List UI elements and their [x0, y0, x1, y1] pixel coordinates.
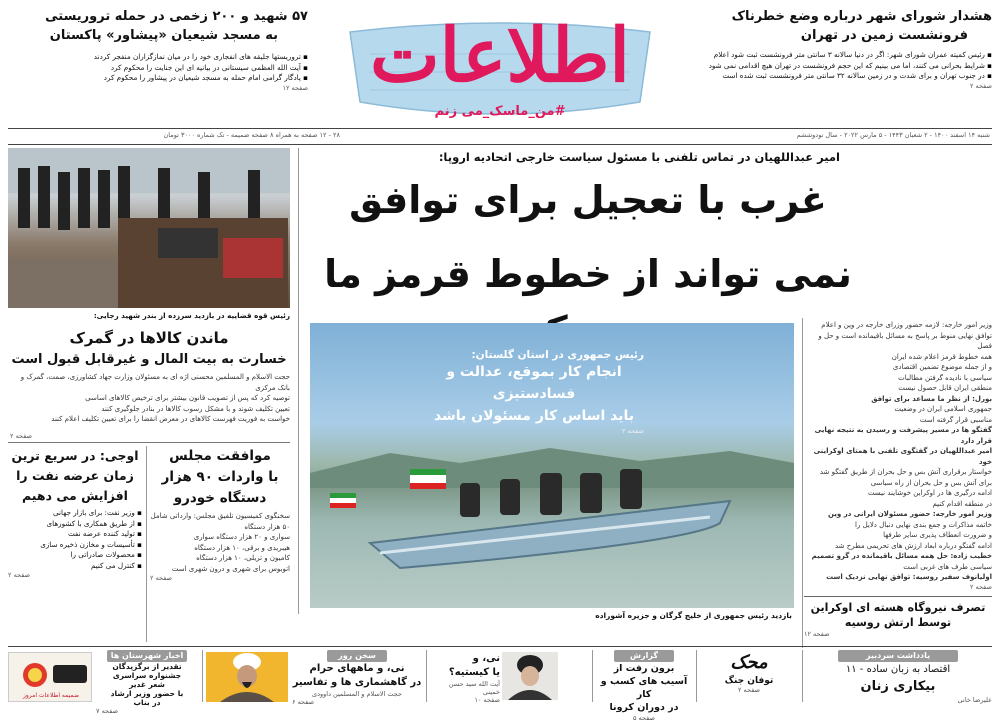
person-icon — [502, 652, 558, 700]
editor-note: یادداشت سردبیر اقتصاد به زبان ساده - ۱۱ بیکاری زنان علیرضا خانی — [804, 650, 992, 704]
photo-kicker: رئیس جمهوری در استان گلستان: — [471, 349, 644, 361]
headline: اوجی: در سریع ترین — [11, 448, 139, 463]
oil-story: اوجی: در سریع ترین زمان عرضه نفت را افزایش می دهیم ▪ وزیر نفت: برای بازار جهانی ▪ از طریق همکاری با کشورهای ▪ تولید کننده عرضه نفت ▪ تأسیسات و مخازن ذخیره سازی ▪ محصولات صادراتی را ▪ کنترل می کنیم صفحه ۲ — [8, 446, 142, 579]
warehouse-photo-icon — [8, 148, 290, 308]
headline: زمان عرضه نفت را — [16, 468, 134, 483]
cleric-portrait — [206, 652, 288, 702]
mohak-logo: محک — [730, 652, 768, 673]
headline: موافقت مجلس — [169, 448, 271, 464]
page-ref: صفحه ۲ — [621, 427, 644, 435]
page-ref: صفحه ۲ — [969, 582, 992, 591]
photo-headline: باید اساس کار مسئولان باشد — [433, 408, 635, 424]
top-left-story — [8, 8, 308, 92]
ukraine-box: تصرف نیروگاه هسته ای اوکراین توسط ارتش روسیه صفحه ۱۲ — [804, 596, 992, 640]
section-tag: یادداشت سردبیر — [838, 650, 958, 662]
left-photo-caption: رئیس قوه قضاییه در بازدید سرزده از بندر شهید رجایی: — [93, 311, 290, 320]
daily-word-box: سخن روز نی، و ماههای حرام در گاهشماری ها و تفاسیر حجت الاسلام و المسلمین داوودی صفحه ۶ — [292, 651, 422, 706]
left-photo — [8, 148, 290, 308]
report-box: گزارش برون رفت از آسیب های کسب و کار در دوران کرونا صفحه ۵ — [600, 651, 688, 722]
headline: ۵۷ شهید و ۲۰۰ زخمی در حمله تروریستی — [45, 9, 308, 24]
person-icon — [206, 652, 288, 702]
logo-text: اطلاعات — [370, 13, 630, 99]
supplement-promo: ضمیمه اطلاعات امروز — [8, 652, 92, 702]
bullet-item: ▪ رئیس کمیته عمران شورای شهر: اگر در دنیا سالانه ۳ سانتی متر فرونشست ثبت شود اعلام — [692, 50, 992, 61]
bullet-item: ▪ آیت الله العظمی سیستانی در بیانیه ای این جنایت را محکوم کرد — [8, 63, 308, 74]
mohak-box: محک توفان جنگ صفحه ۲ — [700, 650, 798, 694]
headline: خسارت به بیت المال و غیرقابل قبول است — [11, 352, 287, 367]
page-ref: صفحه ۲ — [969, 81, 992, 90]
author-portrait — [502, 652, 558, 700]
main-photo — [310, 323, 794, 608]
main-kicker: امیر عبداللهیان در تماس تلفنی با مسئول سیاست خارجی اتحادیه اروپا: — [438, 150, 840, 164]
hashtag: #من_ماسک_می زنم — [434, 104, 566, 119]
cars-story: موافقت مجلس با واردات ۹۰ هزار دستگاه خودرو سخنگوی کمیسیون تلفیق مجلس: وارداتی شامل ۵۰ هزار دستگاه سواری و ۲۰ هزار دستگاه سواری هیبریدی و برقی، ۱۰ هزار دستگاه کامیون و تریلی، ۱۰ هزار دستگاه اتوبوس برای شهری و درون شهری است صفحه ۲ — [150, 448, 290, 582]
issue-info: ۲۸ - ۱۲ صفحه به همراه ۸ صفحه ضمیمه - تک شماره ۳۰۰۰ تومان — [163, 131, 340, 139]
headline: دستگاه خودرو — [173, 490, 267, 506]
bullet-item: ▪ شرایط بحرانی می کنند، اما می بینیم که این حجم فرونشست در تهران هیچ اقدامی نمی شود — [692, 61, 992, 72]
provinces-box: اخبار شهرستان ها تقدیر از برگزیدگان جشنواره سراسری شعر غدیر با حضور وزیر ارشاد در بناب صفحه ۷ — [96, 650, 198, 715]
section-tag: سخن روز — [327, 650, 387, 662]
dateline: شنبه ۱۴ اسفند ۱۴۰۰ - ۲ شعبان ۱۴۴۳ - ۵ مارس ۲۰۲۲ - سال نودوششم — [796, 131, 990, 139]
headline: افزایش می دهیم — [22, 488, 128, 503]
top-right-story — [692, 8, 992, 90]
section-tag: اخبار شهرستان ها — [107, 650, 187, 662]
headline: فرونشست زمین در تهران — [800, 28, 968, 43]
main-body: وزیر امور خارجه: لازمه حضور وزرای خارجه در وین و اعلام توافق نهایی منوط بر پاسخ به مسائل باقیمانده است و حل و فصل همه خطوط قرمز اعلام شده ایران و از جمله موضوع تضمین اقتصادی سیاسی با نادیده گرفتن مطالبات منطقی ایران قابل حصول نیست بورل: از نظر ما مساعد برای توافق جمهوری اسلامی ایران در وضعیت مناسبی قرار گرفته است گفتگو ها در مسیر پیشرفت و رسیدن به نتیجه نهایی قرار دارد امیر عبداللهیان در گفتگوی تلفنی با همتای اوکراینی خود خواستار برقراری آتش بس و حل بحران از طریق گفتگو شد برای آتش بس و حل بحران از راه سیاسی ادامه درگیری ها در اوکراین خوشایند نیست در منطقه اقدام کنیم وزیر امور خارجه: حضور مسئولان ایرانی در وین خاتمه مذاکرات و جمع بندی نهایی دنبال دلایل را و ضرورت انعطاف پذیری سایر طرفها ادامه گفتگو درباره ابعاد ارزش های تحریمی مطرح شد خطیب زاده: حل همه مسائل باقیمانده در گرو تصمیم سیاسی طرف های غربی است اولیانوف سفیر روسیه: توافق نهایی نزدیک است صفحه ۲ — [804, 320, 992, 591]
nay-box: نی، و یا کیستیه؟ آیت الله سید حسن خمینی صفحه ۱۰ — [448, 653, 500, 704]
main-headline: نمی تواند از خطوط قرمز ما — [324, 252, 852, 296]
headline: به مسجد شیعیان «پیشاور» پاکستان — [49, 28, 278, 43]
bullet-item: ▪ در جنوب تهران و برای شدت و در زمین سالانه ۳۲ سانتی متر فرونشست ثبت شده است — [692, 71, 992, 82]
photo-caption: بازدید رئیس جمهوری از خلیج گرگان و جزیره آشوراده — [595, 611, 792, 620]
headline: هشدار شورای شهر درباره وضع خطرناک — [731, 9, 992, 24]
main-headline: غرب با تعجیل برای توافق — [349, 178, 827, 222]
bullet-item: ▪ تروریستها جلیقه های انفجاری خود را در میان نمازگزاران منفجر کردند — [8, 52, 308, 63]
bullet-item: ▪ یادگار گرامی امام حمله به مسجد شیعیان در پیشاور را محکوم کرد — [8, 73, 308, 84]
photo-headline: انجام کار بموقع، عدالت و فسادستیزی — [446, 364, 622, 402]
headline: ماندن کالاها در گمرک — [69, 329, 229, 347]
newspaper-logo — [330, 6, 670, 126]
section-tag: گزارش — [614, 650, 674, 662]
page-ref: صفحه ۲ — [10, 432, 33, 440]
customs-story: ماندن کالاها در گمرک خسارت به بیت المال و غیرقابل قبول است حجت الاسلام و المسلمین محسنی اژه ای به مسئولان وزارت جهاد کشاورزی، صمت، گمرک و بانک مرکزی توصیه کرد که پس از تصویب قانون بیشتر برای ترخیص کالاهای اساسی تعیین تکلیف شوند و با مشکل رسوب کالاها در بنادر جلوگیری کنند خواست به فوریت فهرست کالاهای در معرض انقضا را برای تعیین تکلیف اعلام کنند — [8, 326, 290, 425]
headline: با واردات ۹۰ هزار — [161, 469, 279, 485]
page-ref: صفحه ۱۲ — [282, 83, 308, 92]
